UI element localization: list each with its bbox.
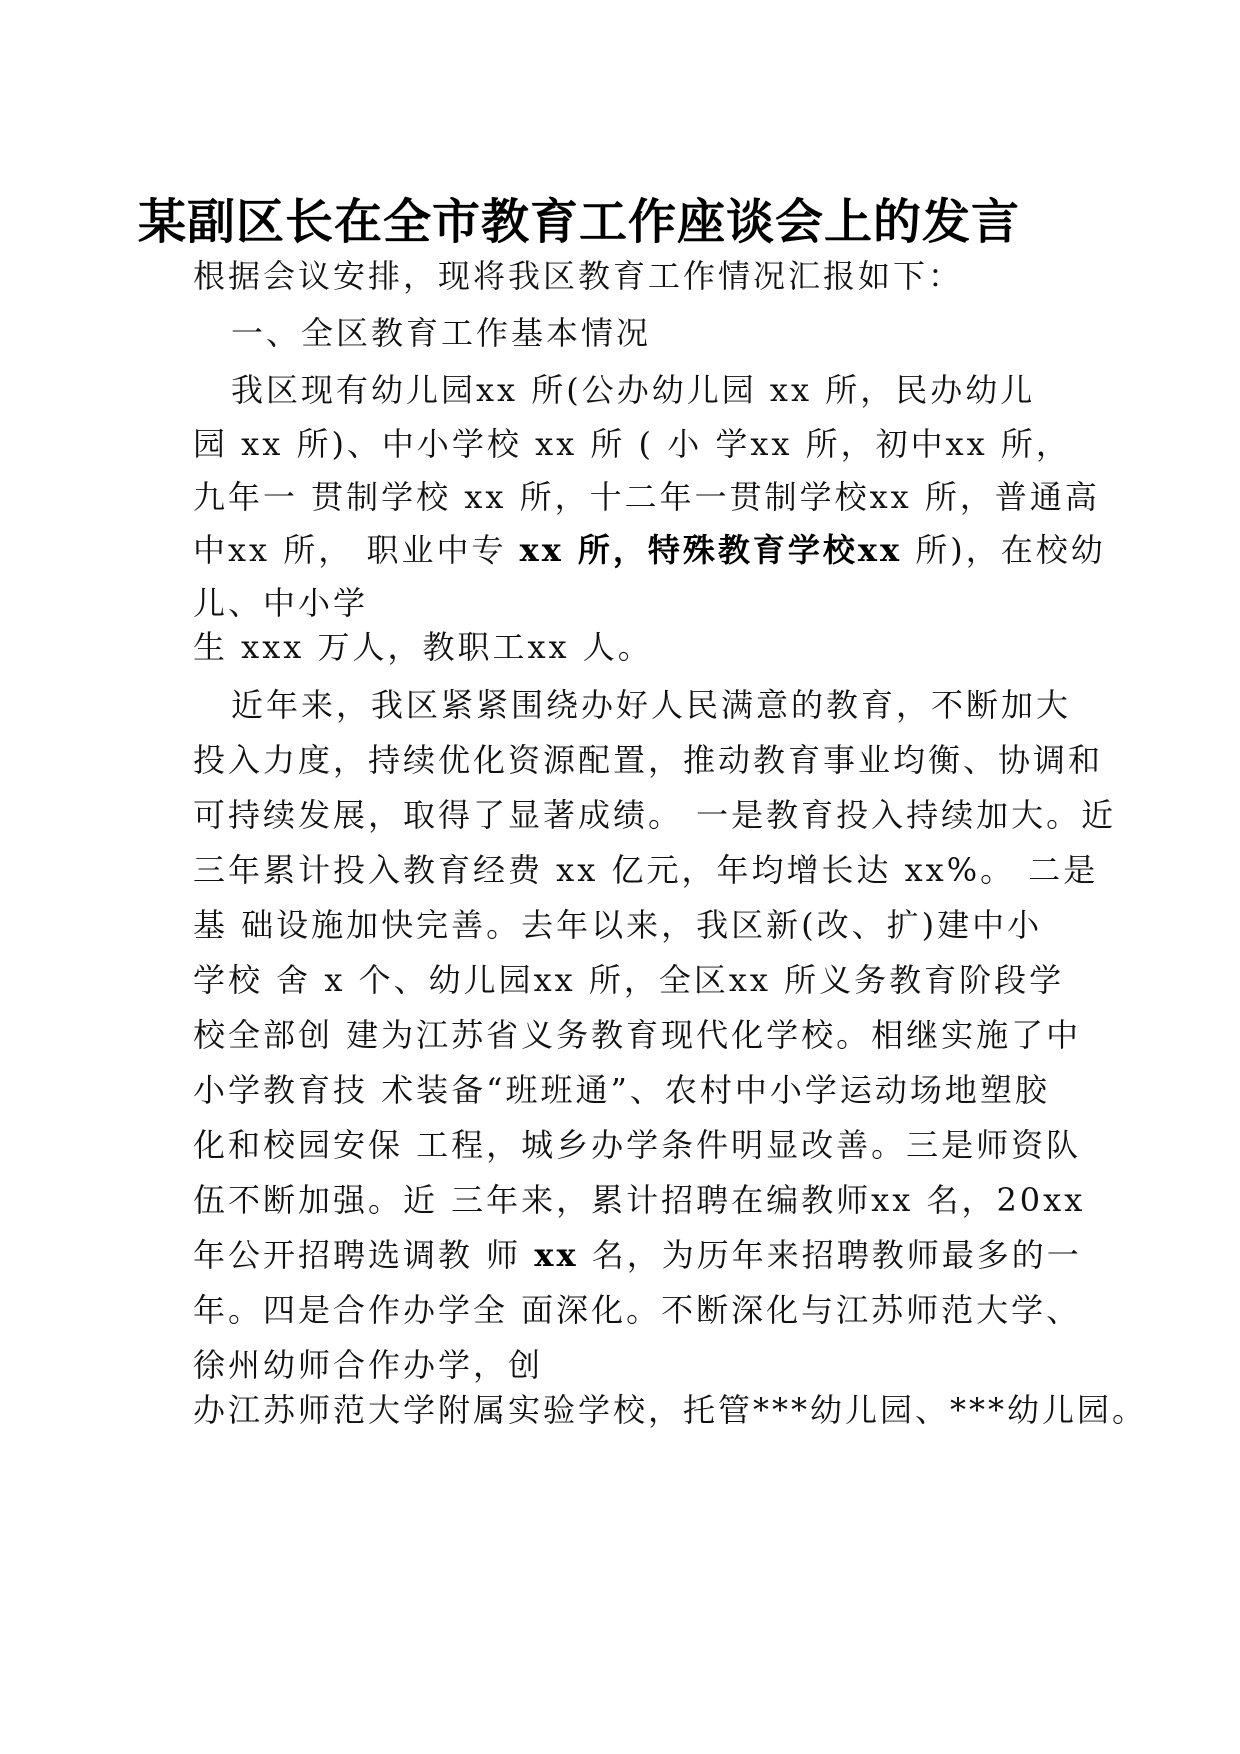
- text-segment: 中xx 所， 职业中专: [193, 531, 520, 569]
- text-segment: 伍不断加强。近 三年来，累计招聘在编教师xx 名，20xx: [193, 1181, 1086, 1219]
- text-segment: 所)，在校幼: [902, 531, 1106, 569]
- text-segment: 园 xx 所)、中小学校 xx 所 ( 小 学xx 所，初中xx 所，: [193, 425, 1071, 463]
- text-segment: 基 础设施加快完善。去年以来，我区新(改、扩)建中小: [193, 906, 1043, 944]
- text-segment: 近年来，我区紧紧围绕办好人民满意的教育，不断加大: [231, 686, 1072, 724]
- text-segment: 化和校园安保 工程，城乡办学条件明显改善。三是师资队: [193, 1126, 1082, 1164]
- text-segment: 校全部创 建为江苏省义务教育现代化学校。相继实施了中: [193, 1016, 1082, 1054]
- paragraph-line: [193, 627, 653, 667]
- paragraph-line: [193, 424, 1071, 464]
- text-segment: 九年一 贯制学校 xx 所，十二年一贯制学校xx 所，普通高: [193, 478, 1100, 516]
- text-segment: 小学教育技 术装备“班班通”、农村中小学运动场地塑胶: [193, 1071, 1050, 1109]
- text-segment: 儿、中小学: [193, 584, 369, 622]
- paragraph-line: [193, 583, 368, 623]
- text-segment: 一、全区教育工作基本情况: [231, 314, 652, 352]
- text-segment: 名，为历年来招聘教师最多的一: [578, 1236, 1082, 1274]
- paragraph-line: [193, 740, 1103, 780]
- paragraph-line: [193, 1345, 543, 1385]
- text-segment: 年。四是合作办学全 面深化。不断深化与江苏师范大学、: [193, 1291, 1082, 1329]
- paragraph-line: [193, 1290, 1081, 1330]
- text-segment: 学校 舍 x 个、幼儿园xx 所，全区xx 所义务教育阶段学: [193, 961, 1065, 999]
- paragraph-line: [193, 795, 1116, 835]
- text-segment: 三年累计投入教育经费 xx 亿元，年均增长达 xx%。 二是: [193, 851, 1099, 889]
- paragraph-line: [193, 960, 1064, 1000]
- text-segment: 根据会议安排，现将我区教育工作情况汇报如下：: [193, 257, 964, 295]
- paragraph-line: [231, 685, 1071, 725]
- paragraph-line: [193, 905, 1042, 945]
- paragraph-line: [193, 1070, 1050, 1110]
- text-segment: 可持续发展，取得了显著成绩。 一是教育投入持续加大。近: [193, 796, 1117, 834]
- section-heading: [231, 313, 651, 353]
- document-title: 某副区长在全市教育工作座谈会上的发言: [137, 194, 1020, 250]
- paragraph-line: [193, 1390, 1147, 1430]
- paragraph-line: [193, 1235, 1082, 1275]
- paragraph-line: [193, 1015, 1081, 1055]
- paragraph-line: [193, 477, 1100, 517]
- text-segment: 年公开招聘选调教 师: [193, 1236, 535, 1274]
- text-segment: 生 xxx 万人，教职工xx 人。: [193, 628, 653, 666]
- text-segment: 办江苏师范大学附属实验学校，托管***幼儿园、***幼儿园。: [193, 1391, 1148, 1429]
- paragraph-line: [193, 850, 1098, 890]
- text-segment: 徐州幼师合作办学，创: [193, 1346, 544, 1384]
- text-segment: 我区现有幼儿园xx 所(公办幼儿园 xx 所，民办幼儿: [231, 371, 1036, 409]
- paragraph-line: [231, 370, 1035, 410]
- bold-text-segment: xx: [534, 1236, 579, 1274]
- paragraph-line: [193, 530, 1106, 570]
- bold-text-segment: xx 所，特殊教育学校xx: [519, 531, 903, 569]
- text-segment: 投入力度，持续优化资源配置，推动教育事业均衡、协调和: [193, 741, 1104, 779]
- paragraph-line: [193, 1125, 1081, 1165]
- paragraph-line: [193, 256, 963, 296]
- paragraph-line: [193, 1180, 1085, 1220]
